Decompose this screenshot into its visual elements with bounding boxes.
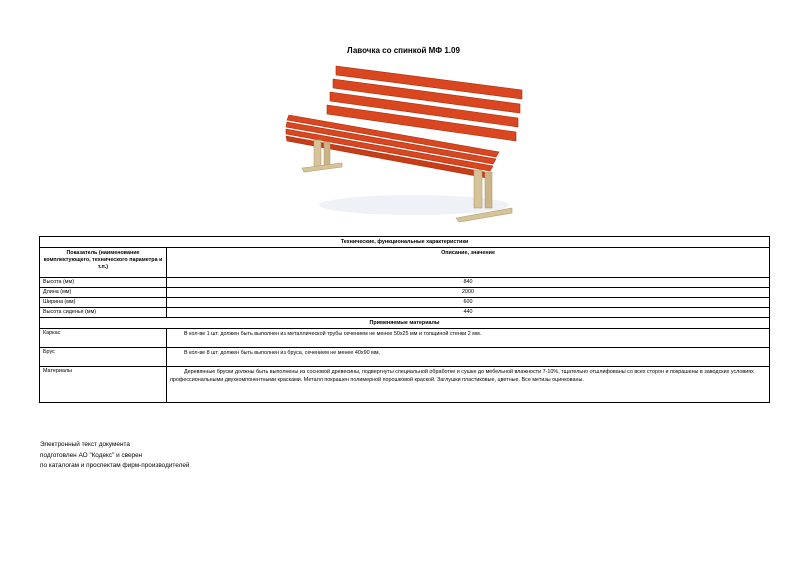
table-row — [40, 308, 770, 318]
param-label: Ширина (мм) — [40, 298, 167, 308]
table-row — [40, 298, 770, 308]
column-header-description: Описание, значение — [167, 248, 770, 278]
table-row — [40, 288, 770, 298]
material-description: В кол-ве 8 шт. должен быть выполнен из бруса, сечением не менее 40х90 мм. — [167, 348, 770, 367]
bench-illustration — [284, 60, 524, 226]
page-title: Лавочка со спинкой МФ 1.09 — [347, 46, 460, 55]
table-row — [40, 367, 770, 403]
param-label: Высота (мм) — [40, 278, 167, 288]
material-label: Материалы — [40, 367, 167, 403]
footer-line: Электронный текст документа — [40, 441, 130, 448]
materials-header-row — [40, 318, 770, 329]
section-header-row — [40, 237, 770, 248]
materials-title: Применяемые материалы — [40, 318, 770, 329]
material-label: Брус — [40, 348, 167, 367]
right-leg — [456, 170, 512, 222]
footer-line: по каталогам и проспектам фирм-производителей — [40, 462, 190, 469]
table-row — [40, 329, 770, 348]
material-label: Каркас — [40, 329, 167, 348]
column-header-parameter: Показатель (наименование комплектующего, технического параметра и т.п.) — [40, 248, 167, 278]
table-row — [40, 348, 770, 367]
column-header-row — [40, 248, 770, 278]
param-value: 600 — [167, 298, 770, 308]
material-description: В кол-ве 1 шт. должен быть выполнен из металлической трубы сечением не менее 50х25 мм и толщиной стенки 2 мм. — [167, 329, 770, 348]
param-value: 2000 — [167, 288, 770, 298]
footer-line: подготовлен АО "Кодекс" и сверен — [40, 451, 143, 459]
section-title: Технические, функциональные характеристики — [40, 237, 770, 248]
param-value: 440 — [167, 308, 770, 318]
footer-note — [40, 440, 189, 472]
material-description: Деревянные бруски должны быть выполнены из сосновой древесины, подвергнуты специальной обработке и сушке до мебельной влажности 7-10%, тщательно отшлифованы со всех сторон и покрашены в заводских условиях профессиональными двухкомпонентными красками. Металл покрашен полимерной порошковой краской. Заглушки пластиковые, цветные. Все метизы оцинкованы. — [167, 367, 770, 403]
spec-table — [39, 236, 770, 403]
table-row — [40, 278, 770, 288]
param-label: Длина (мм) — [40, 288, 167, 298]
param-value: 840 — [167, 278, 770, 288]
param-label: Высота сиденья (мм) — [40, 308, 167, 318]
